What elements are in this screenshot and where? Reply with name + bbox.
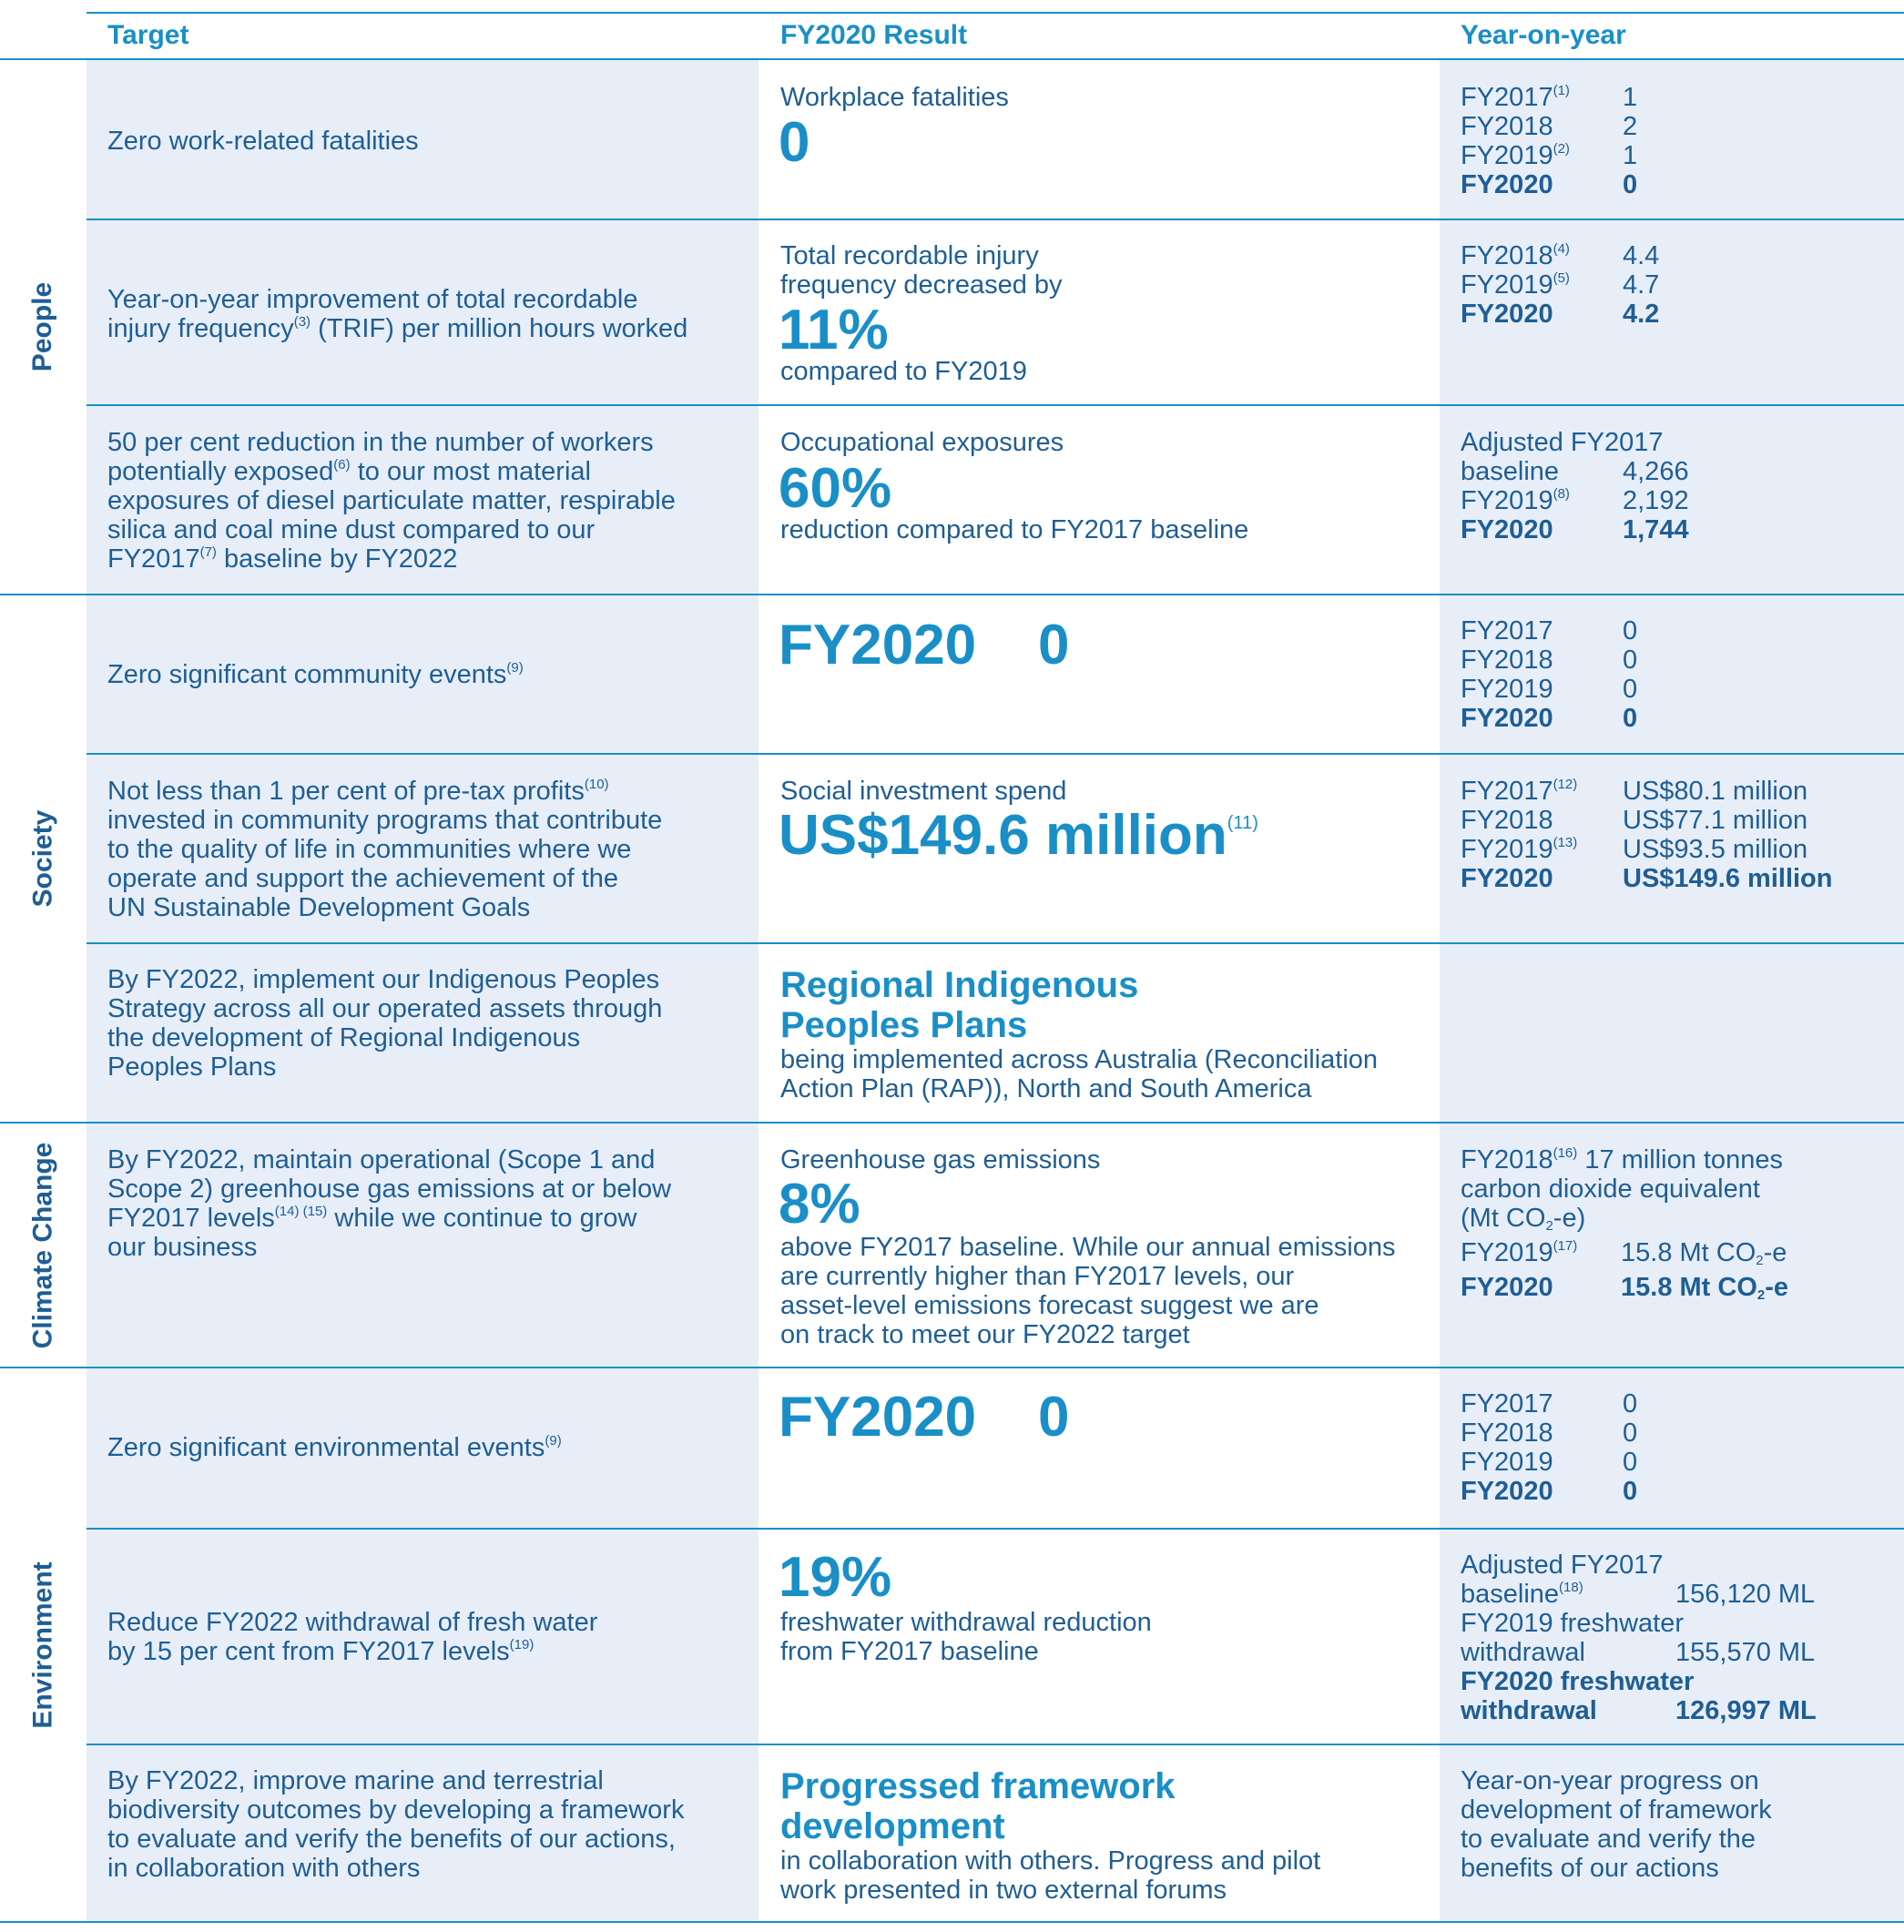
target-text: Reduce FY2022 withdrawal of fresh water by 15 per cent from FY2017 levels$^{(19)}$ <box>107 1608 598 1666</box>
result-label: Social investment spend <box>780 777 1067 806</box>
result-year: FY2020 <box>779 614 977 676</box>
header-target: Target <box>107 20 189 50</box>
result-value: 11% <box>779 299 889 361</box>
result-label: Greenhouse gas emissions <box>780 1145 1101 1174</box>
category-society: Society <box>27 809 58 908</box>
target-text: By FY2022, improve marine and terrestrial biodiversity outcomes by developing a framework to evaluate and verify the benefits of our actions, in collaboration with others <box>107 1766 685 1883</box>
result-title: Progressed framework development <box>780 1766 1176 1846</box>
target-text: Zero work-related fatalities <box>107 127 419 156</box>
result-value: US$149.6 million$^{(11)}$ <box>779 804 1258 867</box>
target-text: By FY2022, maintain operational (Scope 1 and Scope 2) greenhouse gas emissions at or below FY2017 levels$^{(14) (15)}$ while we continue to grow our business <box>107 1145 672 1262</box>
result-note: being implemented across Australia (Reconciliation Action Plan (RAP)), North and South America <box>780 1045 1379 1103</box>
row-divider <box>87 1528 1904 1530</box>
result-year: FY2020 <box>779 1386 977 1449</box>
result-label: Workplace fatalities <box>780 83 1009 112</box>
result-note: above FY2017 baseline. While our annual emissions are currently higher than FY2017 levels, our asset-level emissions forecast suggest we are on track to meet our FY2022 target <box>780 1233 1396 1349</box>
header-fy2020-result: FY2020 Result <box>780 20 968 50</box>
result-value: 0 <box>1038 614 1070 676</box>
table-bottom-rule <box>0 1921 1904 1923</box>
result-label: Occupational exposures <box>780 428 1064 457</box>
category-climate-change: Climate Change <box>27 1142 58 1348</box>
result-value: 60% <box>779 457 892 520</box>
section-divider <box>0 594 1904 595</box>
target-text: Year-on-year improvement of total recordable injury frequency$^{(3)}$ (TRIF) per million hours worked <box>107 285 688 343</box>
sustainability-targets-table: Target FY2020 Result Year-on-year People Society Climate Change Environment Zero work-related fatalities Workplace fatalities 0 FY2017$^{(1)}$ 1 FY2018 2 FY2019$^{(2)}$ 1 FY2020 0 Year-on-year improvement of total recordable injury frequency$^{(3)}$ (TRIF) per million hours worked Total recordable injury frequency decreased by 11% compared to FY2019 FY2018$^{(4)}$ 4.4 FY2019$^{(5)}$ 4.7 FY2020 4.2 50 per cent reduction in the number of workers potentially exposed$^{(6)}$ to our most material exposures of diesel particulate matter, respirable silica and coal mine dust compared to our FY2017$^{(7)}$ baseline by FY2022 Occupational exposures 60% reduction compared to FY2017 baseline Adjusted FY2017 baseline 4,266 FY2019$^{(8)}$ 2,192 FY2020 1,744 Zero significant community events$^{(9)}$ FY2020 0 FY2017 0 FY2018 0 FY2019 0 FY2020 0 Not less than 1 per cent of pre-tax profits$^{(10)}$ invested in community programs that contribute to the quality of life in communities where we operate and support the achievement of the UN Sustainable Development Goals Social investment spend US$149.6 million$^{(11)}$ FY2017$^{(12)}$ US$80.1 million FY2018 US$77.1 million FY2019$^{(13)}$ US$93.5 million FY2020 US$149.6 million By FY2022, implement our Indigenous Peoples Strategy across all our operated assets through the development of Regional Indigenous Peoples Plans Regional Indigenous Peoples Plans being implemented across Australia (Reconciliation Action Plan (RAP)), North and South America By FY2022, maintain operational (Scope 1 and Scope 2) greenhouse gas emissions at or below FY2017 levels$^{(14) (15)}$ while we continue to grow our business Greenhouse gas emissions 8% above FY2017 baseline. While our annual emissions are currently higher than FY2017 levels, our asset-level emissions forecast suggest we are on track to meet our FY2022 target FY2018$^{(16)}$ 17 million tonnes carbon dioxide equivalent (Mt $CO_2-e$) FY2019$^{(17)}$ 15.8 Mt $CO_2-e$ FY2020 15.8 Mt $CO_2-e$ Zero significant environmental events$^{(9)}$ FY2020 0 FY2017 0 FY2018 0 FY2019 0 FY2020 0 Reduce FY2022 withdrawal of fresh water by 15 per cent from FY2017 levels$^{(19)}$ 19% freshwater withdrawal reduction from FY2017 baseline Adjusted FY2017 baseline$^{(18)}$ 156,120 ML FY2019 freshwater withdrawal 155,570 ML FY2020 freshwater withdrawal 126,997 ML By FY2022, improve marine and terrestrial biodiversity outcomes by developing a framework to evaluate and verify the benefits of our actions, in collaboration with others Progressed framework development in collaboration with others. Progress and pilot work presented in two external forums Year-on-year progress on development of framework to evaluate and verify the benefits of our actions <box>0 0 1904 1932</box>
category-environment: Environment <box>27 1561 58 1729</box>
category-people: People <box>27 281 58 372</box>
row-divider <box>87 753 1904 755</box>
result-note: compared to FY2019 <box>780 357 1027 386</box>
target-text: Not less than 1 per cent of pre-tax profits$^{(10)}$ invested in community programs that contribute to the quality of life in communities where we operate and support the achievement of the UN Sustainable Development Goals <box>107 777 663 922</box>
row-divider <box>87 404 1904 406</box>
header-year-on-year: Year-on-year <box>1461 20 1626 50</box>
result-value: 0 <box>1038 1386 1070 1449</box>
section-divider <box>0 1367 1904 1368</box>
row-divider <box>87 1744 1904 1745</box>
target-text: Zero significant community events$^{(9)}$ <box>107 660 524 689</box>
target-text: By FY2022, implement our Indigenous Peoples Strategy across all our operated assets through the development of Regional Indigenous Peoples Plans <box>107 965 663 1082</box>
header-top-rule <box>87 12 1904 14</box>
target-text: 50 per cent reduction in the number of workers potentially exposed$^{(6)}$ to our most material exposures of diesel particulate matter, respirable silica and coal mine dust compared to our FY2017$^{(7)}$ baseline by FY2022 <box>107 428 676 574</box>
result-value: 8% <box>779 1173 860 1235</box>
result-note: freshwater withdrawal reduction from FY2017 baseline <box>780 1608 1152 1666</box>
row-divider <box>87 219 1904 220</box>
result-value: 19% <box>779 1546 892 1609</box>
section-divider <box>0 1122 1904 1124</box>
result-value: 0 <box>779 111 810 174</box>
result-note: reduction compared to FY2017 baseline <box>780 515 1249 544</box>
result-label: Total recordable injury frequency decreased by <box>780 241 1063 300</box>
result-title: Regional Indigenous Peoples Plans <box>780 965 1139 1045</box>
result-note: in collaboration with others. Progress and pilot work presented in two external forums <box>780 1846 1321 1905</box>
row-divider <box>87 942 1904 944</box>
target-text: Zero significant environmental events$^{(9)}$ <box>107 1433 562 1462</box>
